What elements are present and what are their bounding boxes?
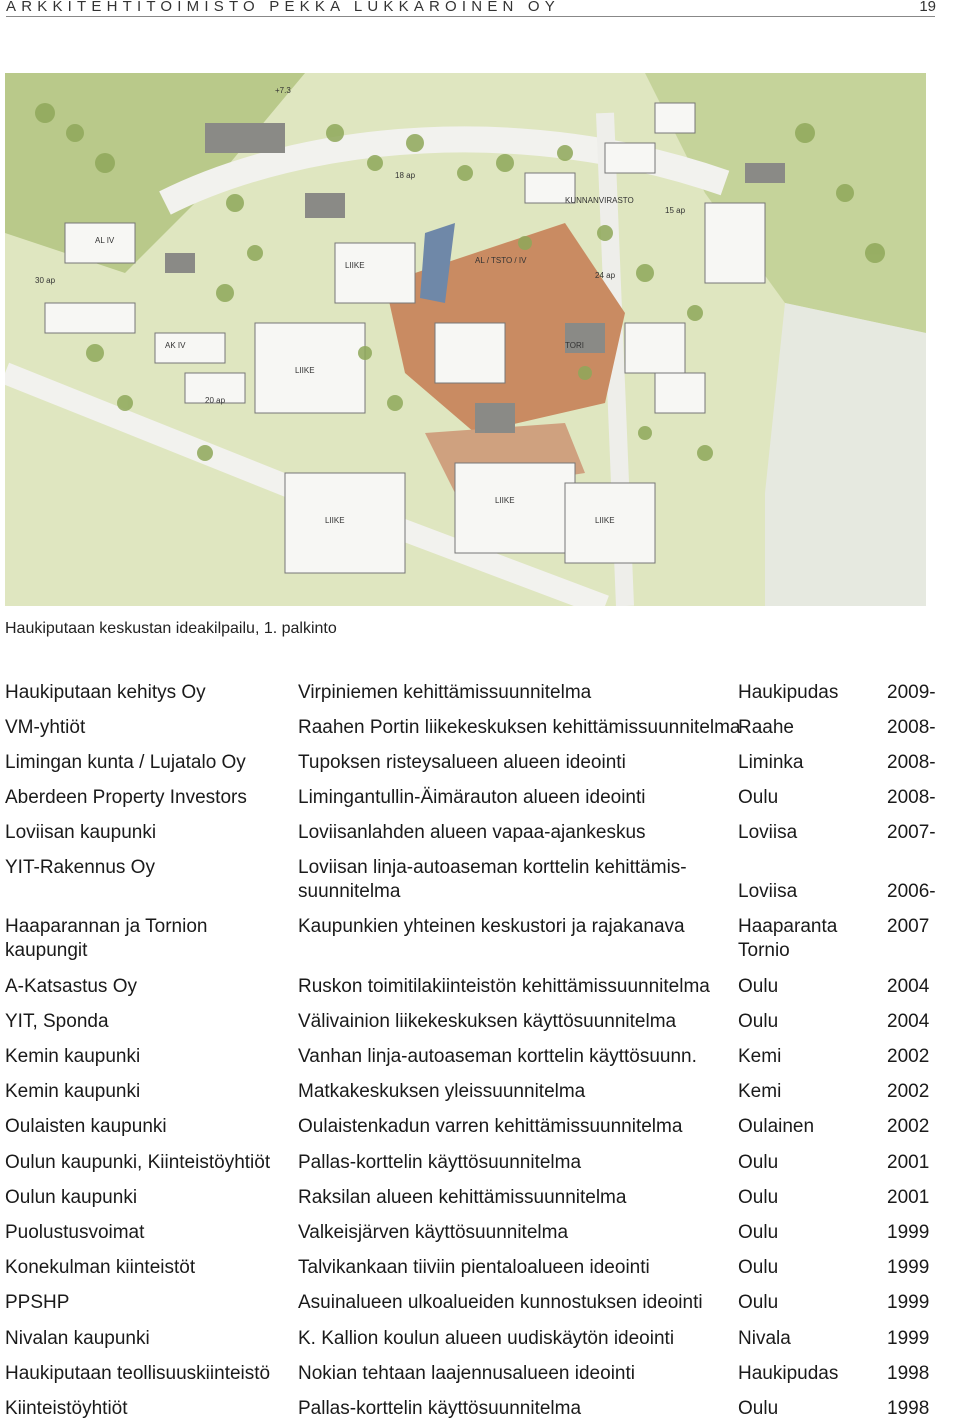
project-client: Kemin kaupunki: [5, 1046, 141, 1067]
project-year: 2008-: [887, 717, 936, 738]
project-project: Virpiniemen kehittämissuunnitelma: [298, 682, 592, 703]
project-year: 2007: [887, 916, 930, 937]
project-project: K. Kallion koulun alueen uudiskäytön ideointi: [298, 1328, 675, 1349]
project-project: Matkakeskuksen yleissuunnitelma: [298, 1081, 586, 1102]
project-place: Oulu: [738, 1187, 779, 1208]
project-place: Oulu: [738, 787, 779, 808]
project-place: Oulu: [738, 1292, 779, 1313]
project-client: Aberdeen Property Investors: [5, 787, 247, 808]
project-year: 2002: [887, 1081, 930, 1102]
plan-label: 18 ap: [395, 171, 416, 180]
project-client: kaupungit: [5, 940, 88, 961]
project-year: 2002: [887, 1116, 930, 1137]
project-year: 1998: [887, 1363, 930, 1384]
project-place: Oulu: [738, 976, 779, 997]
project-project: Asuinalueen ulkoalueiden kunnostuksen ideointi: [298, 1292, 703, 1313]
project-year: 2001: [887, 1187, 930, 1208]
project-place: Oulu: [738, 1152, 779, 1173]
project-project: Limingantullin-Äimärauton alueen ideointi: [298, 787, 646, 808]
project-project: Valkeisjärven käyttösuunnitelma: [298, 1222, 569, 1243]
project-year: 1998: [887, 1398, 930, 1419]
project-client: Oulaisten kaupunki: [5, 1116, 167, 1137]
project-year: 2004: [887, 1011, 930, 1032]
project-client: Kiinteistöyhtiöt: [5, 1398, 128, 1419]
plan-label: AK IV: [165, 341, 186, 350]
project-project: Loviisanlahden alueen vapaa-ajankeskus: [298, 822, 646, 843]
plan-label: TORI: [565, 341, 584, 350]
project-place: Haukipudas: [738, 682, 839, 703]
project-client: A-Katsastus Oy: [5, 976, 137, 997]
project-year: 2008-: [887, 752, 936, 773]
project-client: Nivalan kaupunki: [5, 1328, 150, 1349]
project-client: Kemin kaupunki: [5, 1081, 141, 1102]
project-client: Haaparannan ja Tornion: [5, 916, 208, 937]
project-place: Liminka: [738, 752, 804, 773]
project-client: YIT, Sponda: [5, 1011, 109, 1032]
plan-label: LIIKE: [495, 496, 515, 505]
plan-label: LIIKE: [345, 261, 365, 270]
project-place: Kemi: [738, 1081, 782, 1102]
plan-label: LIIKE: [325, 516, 345, 525]
project-client: PPSHP: [5, 1292, 70, 1313]
project-place: Loviisa: [738, 822, 798, 843]
project-project: Raahen Portin liikekeskuksen kehittämissuunnitelma: [298, 717, 741, 738]
project-place: Loviisa: [738, 881, 798, 902]
image-caption: Haukiputaan keskustan ideakilpailu, 1. palkinto: [5, 620, 337, 637]
project-year: 1999: [887, 1222, 930, 1243]
project-project: Nokian tehtaan laajennusalueen ideointi: [298, 1363, 635, 1384]
plan-label: AL IV: [95, 236, 115, 245]
project-project: Ruskon toimitilakiinteistön kehittämissuunnitelma: [298, 976, 710, 997]
project-year: 2009-: [887, 682, 936, 703]
project-client: Loviisan kaupunki: [5, 822, 157, 843]
project-client: YIT-Rakennus Oy: [5, 857, 155, 878]
plan-label: 15 ap: [665, 206, 686, 215]
project-year: 2001: [887, 1152, 930, 1173]
project-client: Limingan kunta / Lujatalo Oy: [5, 752, 246, 773]
header-rule: [6, 16, 935, 17]
project-project: Loviisan linja-autoaseman korttelin kehittämis-: [298, 857, 687, 878]
page-header: [6, 0, 936, 14]
project-client: Haukiputaan teollisuuskiinteistö: [5, 1363, 271, 1384]
project-year: 1999: [887, 1292, 930, 1313]
project-place: Oulu: [738, 1257, 779, 1278]
project-place: Haaparanta: [738, 916, 838, 937]
plan-label: KUNNANVIRASTO: [565, 196, 634, 205]
page-number: 19: [919, 0, 936, 15]
project-project: Pallas-korttelin käyttösuunnitelma: [298, 1398, 582, 1419]
project-place: Raahe: [738, 717, 794, 738]
project-year: 2006-: [887, 881, 936, 902]
project-year: 2002: [887, 1046, 930, 1067]
plan-label: 30 ap: [35, 276, 56, 285]
project-place: Oulu: [738, 1222, 779, 1243]
project-year: 2007-: [887, 822, 936, 843]
project-client: Konekulman kiinteistöt: [5, 1257, 196, 1278]
project-project: Välivainion liikekeskuksen käyttösuunnitelma: [298, 1011, 677, 1032]
project-place: Nivala: [738, 1328, 791, 1349]
site-plan-image: [5, 73, 926, 606]
project-client: VM-yhtiöt: [5, 717, 86, 738]
plan-label: AL / TSTO / IV: [475, 256, 527, 265]
project-place: Oulu: [738, 1398, 779, 1419]
project-client: Puolustusvoimat: [5, 1222, 145, 1243]
project-project: Tupoksen risteysalueen alueen ideointi: [298, 752, 626, 773]
project-project: Pallas-korttelin käyttösuunnitelma: [298, 1152, 582, 1173]
project-client: Oulun kaupunki: [5, 1187, 138, 1208]
project-project: Raksilan alueen kehittämissuunnitelma: [298, 1187, 627, 1208]
project-project: Vanhan linja-autoaseman korttelin käyttösuunn.: [298, 1046, 697, 1067]
project-client: Oulun kaupunki, Kiinteistöyhtiöt: [5, 1152, 271, 1173]
project-place: Oulu: [738, 1011, 779, 1032]
project-year: 2008-: [887, 787, 936, 808]
project-project: Kaupunkien yhteinen keskustori ja rajakanava: [298, 916, 685, 937]
project-client: Haukiputaan kehitys Oy: [5, 682, 206, 703]
plan-label: 20 ap: [205, 396, 226, 405]
office-name: ARKKITEHTITOIMISTO PEKKA LUKKAROINEN OY: [6, 0, 560, 15]
project-year: 1999: [887, 1328, 930, 1349]
project-place: Oulainen: [738, 1116, 815, 1137]
plan-label: +7.3: [275, 86, 291, 95]
project-project: Oulaistenkadun varren kehittämissuunnitelma: [298, 1116, 683, 1137]
project-place: Tornio: [738, 940, 790, 961]
project-project: Talvikankaan tiiviin pientaloalueen ideointi: [298, 1257, 650, 1278]
project-place: Kemi: [738, 1046, 782, 1067]
plan-label: LIIKE: [595, 516, 615, 525]
project-year: 1999: [887, 1257, 930, 1278]
plan-label: 24 ap: [595, 271, 616, 280]
project-project: suunnitelma: [298, 881, 401, 902]
plan-label: LIIKE: [295, 366, 315, 375]
project-year: 2004: [887, 976, 930, 997]
project-place: Haukipudas: [738, 1363, 839, 1384]
